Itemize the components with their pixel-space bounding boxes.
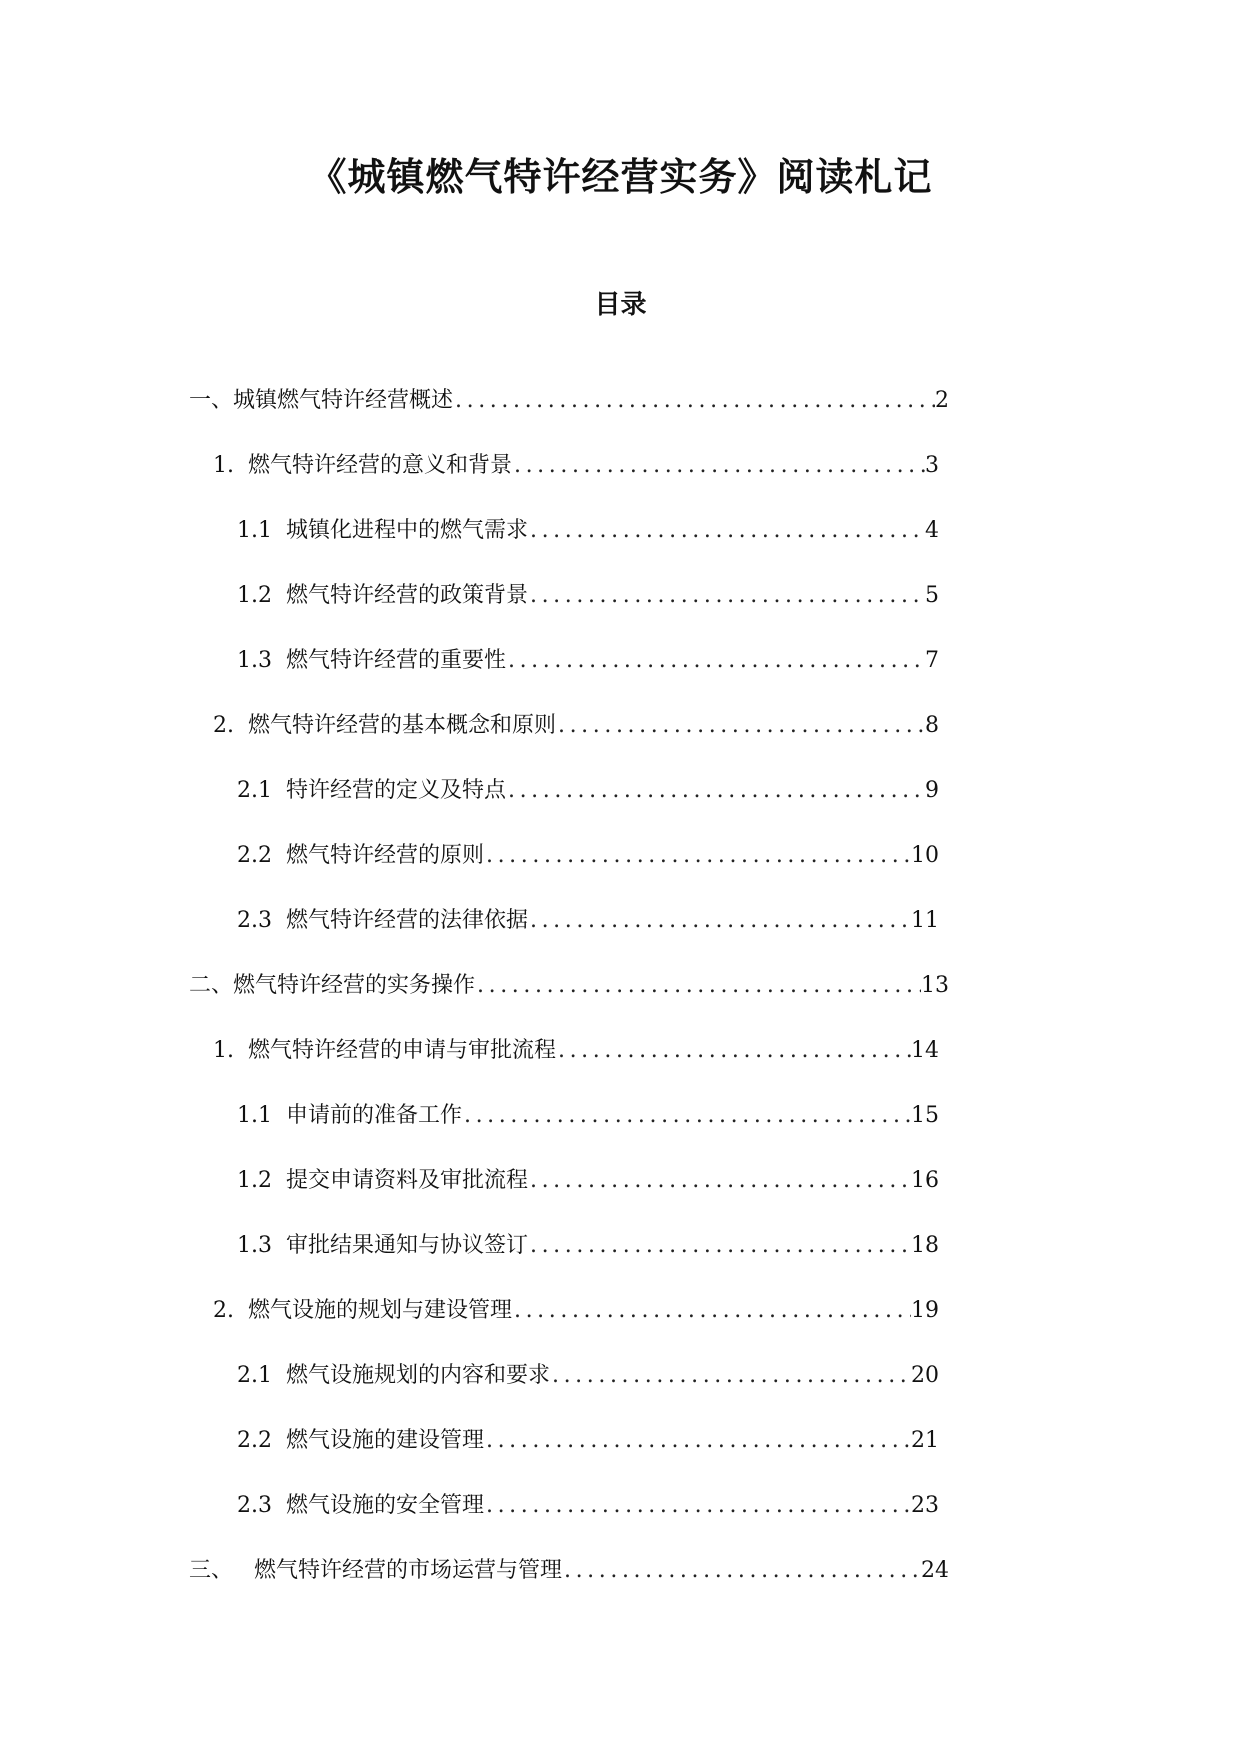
table-of-contents [189, 385, 949, 1620]
toc-entry-section-2-2[interactable] [189, 1295, 949, 1360]
toc-dot-leader [453, 385, 935, 417]
toc-entry-subsection-1-1-3[interactable] [189, 645, 949, 710]
toc-heading: 目录 [594, 290, 647, 320]
toc-entry-page: 3 [925, 453, 939, 478]
toc-entry-page: 2 [935, 388, 949, 413]
toc-entry-number: 1.2 [237, 1168, 286, 1193]
toc-entry-page: 7 [925, 648, 939, 673]
toc-entry-section-1-1[interactable] [189, 450, 949, 515]
toc-entry-number: 一、 [189, 388, 234, 413]
toc-entry-number: 1. [213, 453, 248, 478]
toc-dot-leader [462, 1100, 911, 1132]
toc-entry-title: 燃气特许经营的实务操作 [233, 973, 476, 998]
toc-entry-subsection-2-1-1[interactable] [189, 1100, 949, 1165]
toc-entry-subsection-2-2-2[interactable] [189, 1425, 949, 1490]
toc-entry-page: 20 [911, 1363, 939, 1388]
toc-dot-leader [506, 775, 925, 807]
toc-entry-number: 2. [213, 1298, 248, 1323]
toc-entry-subsection-1-2-1[interactable] [189, 775, 949, 840]
toc-entry-title: 燃气特许经营的申请与审批流程 [247, 1038, 556, 1063]
toc-entry-page: 16 [911, 1168, 939, 1193]
toc-entry-page: 11 [911, 908, 939, 933]
toc-entry-number: 2.1 [237, 1363, 286, 1388]
toc-entry-subsection-2-2-3[interactable] [189, 1490, 949, 1555]
toc-entry-title: 燃气特许经营的法律依据 [285, 908, 528, 933]
toc-entry-page: 18 [911, 1233, 939, 1258]
toc-entry-subsection-2-2-1[interactable] [189, 1360, 949, 1425]
toc-entry-title: 燃气特许经营的重要性 [285, 648, 506, 673]
toc-entry-page: 14 [911, 1038, 939, 1063]
toc-entry-title: 申请前的准备工作 [285, 1103, 462, 1128]
toc-entry-title: 城镇化进程中的燃气需求 [285, 518, 528, 543]
toc-entry-number: 1.3 [237, 648, 286, 673]
toc-entry-number: 二、 [189, 973, 234, 998]
toc-entry-page: 24 [921, 1558, 949, 1583]
toc-dot-leader [484, 1425, 911, 1457]
toc-dot-leader [528, 1165, 911, 1197]
toc-entry-title: 燃气设施的安全管理 [285, 1493, 484, 1518]
toc-dot-leader [506, 645, 925, 677]
toc-entry-number: 1.3 [237, 1233, 286, 1258]
toc-entry-chapter-2[interactable] [189, 970, 949, 1035]
toc-entry-section-1-2[interactable] [189, 710, 949, 775]
toc-entry-title: 提交申请资料及审批流程 [285, 1168, 528, 1193]
toc-entry-page: 13 [921, 973, 949, 998]
toc-entry-number: 1.1 [237, 1103, 286, 1128]
toc-dot-leader [484, 1490, 911, 1522]
toc-dot-leader [512, 450, 925, 482]
toc-entry-number: 2.2 [237, 843, 286, 868]
toc-dot-leader [528, 905, 911, 937]
toc-dot-leader [528, 580, 925, 612]
toc-entry-subsection-1-1-1[interactable] [189, 515, 949, 580]
toc-entry-title: 燃气特许经营的意义和背景 [247, 453, 512, 478]
toc-dot-leader [484, 840, 911, 872]
toc-entry-page: 5 [925, 583, 939, 608]
toc-entry-title: 燃气特许经营的原则 [285, 843, 484, 868]
toc-entry-title: 特许经营的定义及特点 [285, 778, 506, 803]
toc-entry-section-2-1[interactable] [189, 1035, 949, 1100]
toc-entry-page: 9 [925, 778, 939, 803]
toc-entry-title: 燃气特许经营的政策背景 [285, 583, 528, 608]
toc-entry-number: 2.2 [237, 1428, 286, 1453]
toc-entry-subsection-1-2-3[interactable] [189, 905, 949, 970]
toc-entry-subsection-1-2-2[interactable] [189, 840, 949, 905]
toc-entry-page: 21 [911, 1428, 939, 1453]
toc-entry-title: 燃气设施规划的内容和要求 [285, 1363, 550, 1388]
toc-entry-page: 15 [911, 1103, 939, 1128]
toc-entry-title: 燃气特许经营的市场运营与管理 [253, 1558, 562, 1583]
toc-entry-title: 城镇燃气特许经营概述 [233, 388, 454, 413]
toc-dot-leader [475, 970, 921, 1002]
toc-entry-number: 2.1 [237, 778, 286, 803]
toc-entry-number: 2.3 [237, 908, 286, 933]
toc-entry-page: 10 [911, 843, 939, 868]
toc-dot-leader [512, 1295, 911, 1327]
toc-entry-subsection-1-1-2[interactable] [189, 580, 949, 645]
toc-entry-title: 审批结果通知与协议签订 [285, 1233, 528, 1258]
toc-entry-title: 燃气设施的建设管理 [285, 1428, 484, 1453]
toc-entry-number: 三、 [189, 1558, 254, 1583]
toc-entry-number: 1. [213, 1038, 248, 1063]
toc-entry-title: 燃气特许经营的基本概念和原则 [247, 713, 556, 738]
toc-dot-leader [528, 515, 925, 547]
toc-entry-page: 4 [925, 518, 939, 543]
toc-entry-subsection-2-1-2[interactable] [189, 1165, 949, 1230]
toc-entry-page: 19 [911, 1298, 939, 1323]
toc-entry-page: 23 [911, 1493, 939, 1518]
toc-dot-leader [556, 1035, 911, 1067]
toc-entry-chapter-3[interactable] [189, 1555, 949, 1620]
toc-entry-chapter-1[interactable] [189, 385, 949, 450]
toc-entry-page: 8 [925, 713, 939, 738]
toc-dot-leader [550, 1360, 911, 1392]
toc-entry-subsection-2-1-3[interactable] [189, 1230, 949, 1295]
toc-dot-leader [562, 1555, 921, 1587]
document-title: 《城镇燃气特许经营实务》阅读札记 [308, 154, 933, 199]
toc-dot-leader [528, 1230, 911, 1262]
toc-entry-title: 燃气设施的规划与建设管理 [247, 1298, 512, 1323]
toc-entry-number: 1.2 [237, 583, 286, 608]
toc-entry-number: 1.1 [237, 518, 286, 543]
toc-entry-number: 2.3 [237, 1493, 286, 1518]
toc-dot-leader [556, 710, 925, 742]
toc-entry-number: 2. [213, 713, 248, 738]
